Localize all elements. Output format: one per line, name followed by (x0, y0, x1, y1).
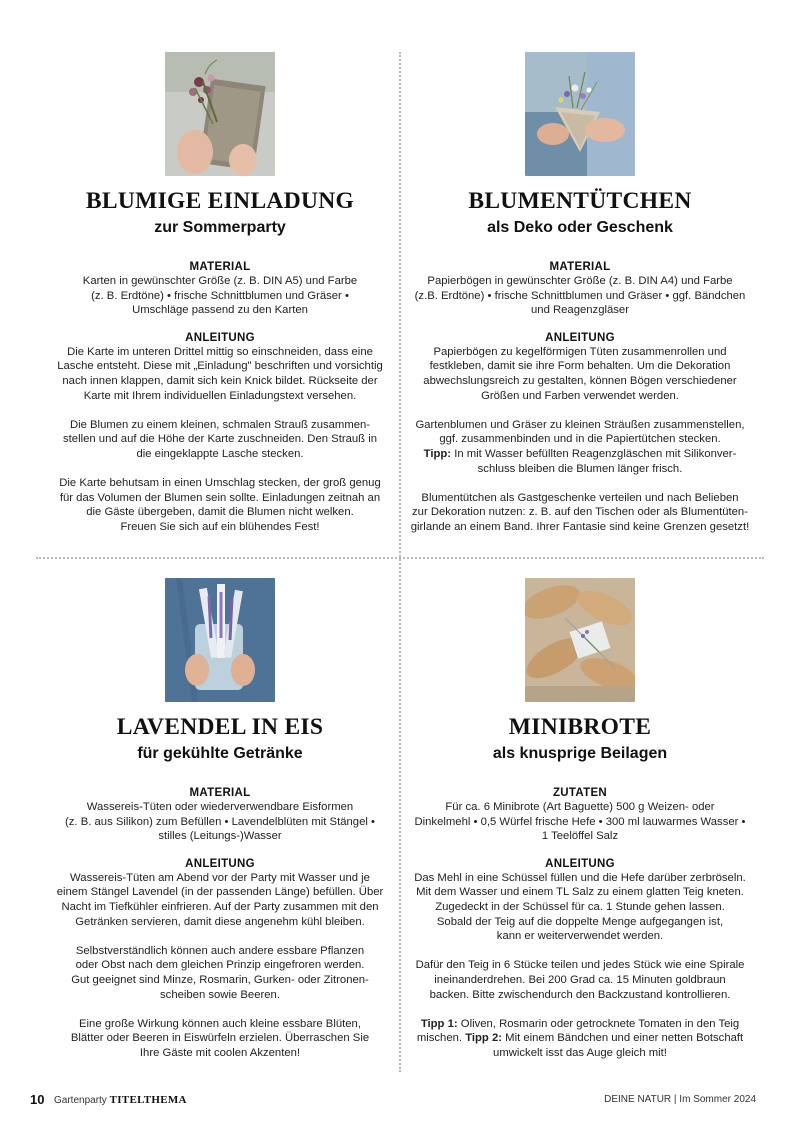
material-heading: MATERIAL (189, 787, 251, 799)
section-title: MINIBROTE (508, 714, 652, 740)
invitation-card-flowers-photo (165, 52, 275, 176)
material-text: Karten in gewünschter Größe (z. B. DIN A5) und Farbe (z. B. Erdtöne) • frische Schnittblumen und Gräser • Umschläge passend zu den Karten (82, 275, 358, 317)
ingredients-text: Für ca. 6 Minibrote (Art Baguette) 500 g Weizen- oder Dinkelmehl • 0,5 Würfel frische Hefe • 300 ml lauwarmes Wasser • 1 Teelöffel Salz (414, 801, 746, 843)
horizontal-divider (36, 557, 764, 559)
page-number: 10 (30, 1092, 45, 1107)
instructions-heading: ANLEITUNG (545, 857, 615, 870)
section-blumentuetchen (400, 52, 760, 535)
instructions-text: Wassereis-Tüten am Abend vor der Party mit Wasser und je einem Stängel Lavendel (in der passenden Länge) befüllen. Über Nacht im Tiefkühler einfrieren. Auf der Party zusammen mit den Getränken servieren, damit diese angenehm kühl bleiben. Selbstverständlich können auch andere essbare Pflanzen oder Obst nach dem gleichen Prinzip eingefroren werden. Gut geeignet sind Minze, Rosmarin, Gurken- oder Zitronen- scheiben sowie Beeren. Eine große Wirkung können auch kleine essbare Blüten, Blätter oder Beeren in Eiswürfeln erzielen. Überraschen Sie Ihre Gäste mit coolen Akzenten! (56, 871, 384, 1059)
tip1-label: Tipp 1: (420, 1017, 458, 1030)
material-text: Wassereis-Tüten oder wiederverwendbare Eisformen (z. B. aus Silikon) zum Befüllen • Lavendelblüten mit Stängel • stilles (Leitungs-)Wasser (65, 801, 375, 843)
material-heading: MATERIAL (549, 261, 611, 273)
section-subtitle: als knusprige Beilagen (492, 745, 668, 762)
lavender-ice-photo (165, 578, 275, 702)
section-subtitle: für gekühlte Getränke (137, 745, 303, 762)
section-minibrote (400, 578, 760, 1061)
instructions-text: Das Mehl in eine Schüssel füllen und die Hefe darüber zerbröseln. Mit dem Wasser und einem TL Salz zu einem glatten Teig kneten. Zugedeckt in der Schüssel für ca. 1 Stunde gehen lassen. Sobald der Teig auf die doppelte Menge aufgegangen ist, kann er weiterverwendet werden. Dafür den Teig in 6 Stücke teilen und jedes Stück wie eine Spirale ineinanderdrehen. Bei 200 Grad ca. 15 Minuten goldbraun backen. Bitte zwischendurch den Backzustand kontrollieren. Tipp 1: Oliven, Rosmarin oder getrocknete Tomaten in den Teig mischen. Tipp 2: Mit einem Bändchen und einer netten Botschaft umwickelt isst das Auge gleich mit! (414, 871, 746, 1059)
section-lavendel-in-eis (40, 578, 400, 1061)
tip2-label: Tipp 2: (465, 1032, 503, 1045)
section-title: BLUMIGE EINLADUNG (85, 188, 355, 214)
instructions-text: Papierbögen zu kegelförmigen Tüten zusammenrollen und festkleben, damit sie ihre Form behalten. Um die Dekoration abwechslungsreich zu gestalten, können Bögen verschiedener Größen und Farben verwendet werden. Gartenblumen und Gräser zu kleinen Sträußen zusammenstellen, ggf. zusammenbinden und in die Papiertütchen stecken. Tipp: In mit Wasser befüllten Reagenzgläschen mit Silikonver- schluss bleiben die Blumen länger frisch. Blumentütchen als Gastgeschenke verteilen und nach Belieben zur Dekoration nutzen: z. B. auf den Tischen oder als Blumentüten- girlande an einem Band. Ihrer Fantasie sind keine Grenzen gesetzt! (410, 345, 750, 533)
flower-cone-photo (525, 52, 635, 176)
issue-label: DEINE NATUR | Im Sommer 2024 (604, 1094, 756, 1105)
instructions-heading: ANLEITUNG (545, 331, 615, 344)
section-subtitle: zur Sommerparty (154, 219, 286, 236)
mini-bread-photo (525, 578, 635, 702)
page-footer (0, 1092, 800, 1112)
section-blumige-einladung (40, 52, 400, 535)
section-subtitle: als Deko oder Geschenk (487, 219, 673, 236)
material-text: Papierbögen in gewünschter Größe (z. B. DIN A4) und Farbe (z.B. Erdtöne) • frische Schnittblumen und Gräser • ggf. Bändchen und Reagenzgläser (414, 275, 746, 317)
section-title: LAVENDEL IN EIS (116, 714, 324, 740)
instructions-heading: ANLEITUNG (185, 331, 255, 344)
instructions-heading: ANLEITUNG (185, 857, 255, 870)
section-label: Gartenparty TITELTHEMA (54, 1094, 187, 1106)
tip-label: Tipp: (423, 447, 452, 460)
ingredients-heading: ZUTATEN (552, 787, 608, 799)
instructions-text: Die Karte im unteren Drittel mittig so einschneiden, dass eine Lasche entsteht. Diese mit „Einladung" beschriften und vorsichtig nach innen klappen, damit sich kein Knick bildet. Rückseite der Karte mit Ihrem individuellen Einladungstext versehen. Die Blumen zu einem kleinen, schmalen Strauß zusammen- stellen und auf die Höhe der Karte zuschneiden. Den Strauß in die eingeklappte Lasche stecken. Die Karte behutsam in einen Umschlag stecken, der groß genug für das Volumen der Blumen sein sollte. Einladungen zeitnah an die Gäste übergeben, damit die Blumen nicht welken. Freuen Sie sich auf ein blühendes Fest! (57, 345, 383, 533)
material-heading: MATERIAL (189, 261, 251, 273)
section-title: BLUMENTÜTCHEN (468, 188, 692, 214)
